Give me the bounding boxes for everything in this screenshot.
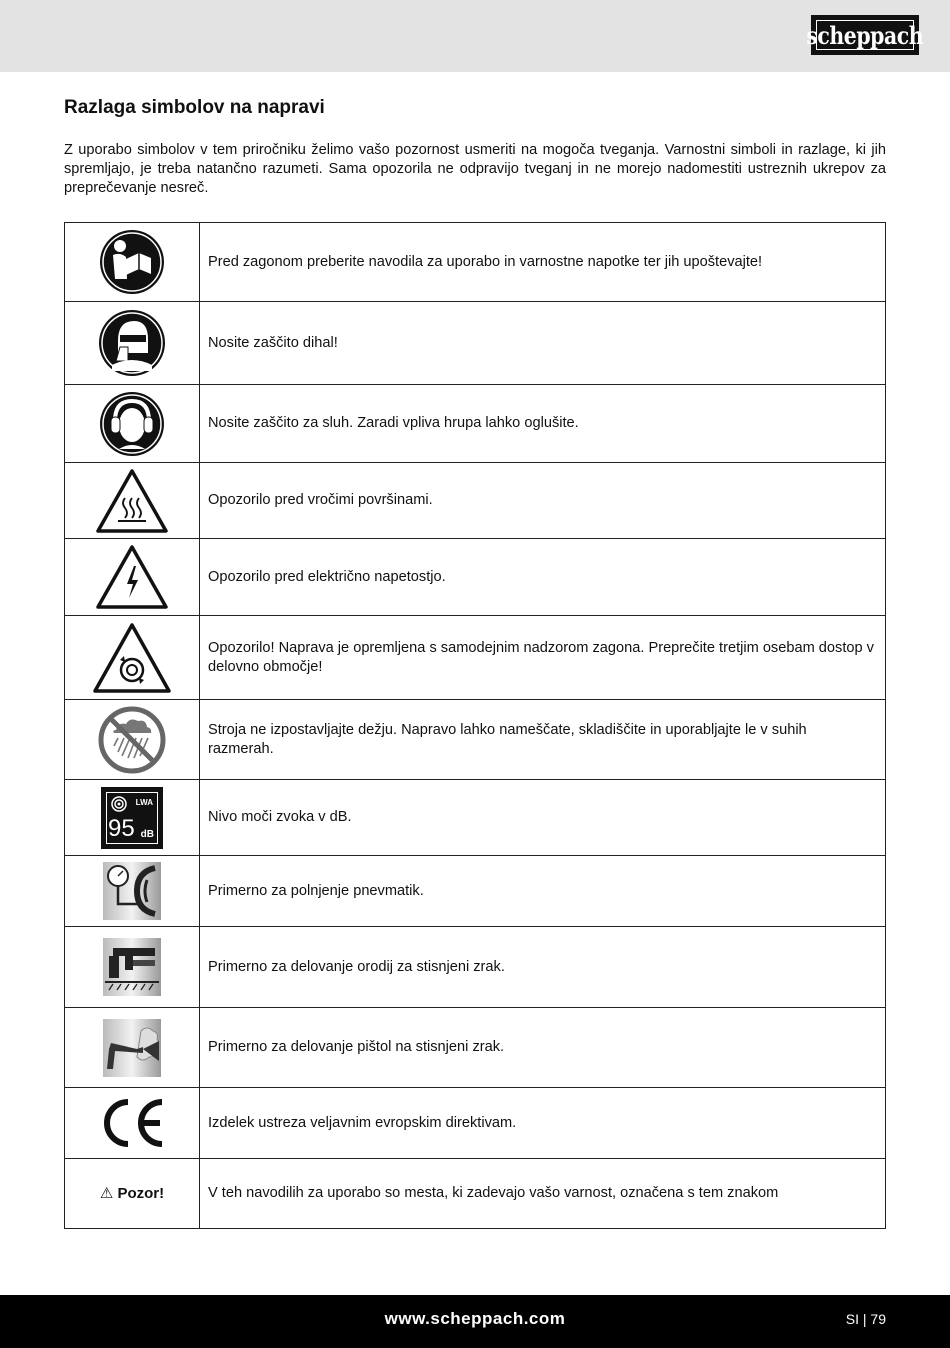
ce-mark-icon	[98, 1098, 166, 1148]
page-title: Razlaga simbolov na napravi	[64, 97, 325, 118]
table-row	[65, 385, 886, 463]
table-row	[65, 223, 886, 302]
spray-gun-icon	[103, 1019, 161, 1077]
speaker-icon	[110, 795, 130, 813]
footer-url: www.scheppach.com	[384, 1309, 566, 1328]
icon-cell	[65, 1159, 200, 1229]
respirator-icon	[98, 309, 166, 377]
icon-cell	[65, 856, 200, 927]
air-nailer-icon	[103, 938, 161, 996]
symbol-description: Opozorilo! Naprava je opremljena s samodejnim nadzorom zagona. Preprečite tretjim osebam dostop v delovno območje!	[200, 616, 886, 700]
page-number: SI | 79	[845, 1311, 886, 1327]
icon-cell	[65, 616, 200, 700]
icon-cell	[65, 302, 200, 385]
symbol-description: Primerno za polnjenje pnevmatik.	[200, 856, 886, 927]
electric-voltage-warning-icon	[96, 544, 168, 610]
footer-bar	[0, 1295, 950, 1348]
hot-surface-warning-icon	[96, 468, 168, 534]
icon-cell	[65, 223, 200, 302]
read-manual-icon	[99, 229, 165, 295]
icon-cell	[65, 1008, 200, 1088]
symbol-description: Izdelek ustreza veljavnim evropskim direktivam.	[200, 1088, 886, 1159]
table-row	[65, 780, 886, 856]
no-rain-icon	[98, 706, 166, 774]
symbol-description: Nivo moči zvoka v dB.	[200, 780, 886, 856]
logo-text: scheppach	[806, 20, 924, 50]
header-bar	[0, 0, 950, 72]
warning-triangle-icon: ⚠ Pozor!	[99, 1185, 165, 1202]
table-row	[65, 927, 886, 1008]
tyre-inflation-icon	[103, 862, 161, 920]
symbol-description: V teh navodilih za uporabo so mesta, ki zadevajo vašo varnost, označena s tem znakom	[200, 1159, 886, 1229]
scheppach-logo	[806, 15, 924, 55]
sound-level-unit: dB	[140, 828, 154, 840]
table-row	[65, 616, 886, 700]
table-row	[65, 1088, 886, 1159]
symbol-description: Nosite zaščito za sluh. Zaradi vpliva hrupa lahko oglušite.	[200, 385, 886, 463]
icon-cell	[65, 385, 200, 463]
ear-protection-icon	[99, 391, 165, 457]
symbol-description: Primerno za delovanje pištol na stisnjeni zrak.	[200, 1008, 886, 1088]
icon-cell	[65, 700, 200, 780]
icon-cell	[65, 539, 200, 616]
symbol-description: Primerno za delovanje orodij za stisnjeni zrak.	[200, 927, 886, 1008]
symbol-description: Nosite zaščito dihal!	[200, 302, 886, 385]
symbol-description: Stroja ne izpostavljajte dežju. Napravo lahko nameščate, skladiščite in uporabljajte le v suhih razmerah.	[200, 700, 886, 780]
intro-paragraph: Z uporabo simbolov v tem priročniku želimo vašo pozornost usmeriti na mogoča tveganja. Varnostni simboli in razlage, ki jih spremljajo, je treba natančno razumeti. Sama opozorila ne odpravijo tveganj in ne morejo nadomestiti ustreznih ukrepov za preprečevanje nesreč.	[64, 142, 886, 196]
symbol-description: Opozorilo pred vročimi površinami.	[200, 463, 886, 539]
icon-cell	[65, 463, 200, 539]
table-row	[65, 1008, 886, 1088]
sound-power-level-icon	[101, 787, 163, 849]
lwa-label: LWA	[135, 797, 153, 807]
table-row	[65, 539, 886, 616]
table-row	[65, 856, 886, 927]
icon-cell	[65, 927, 200, 1008]
symbol-description: Opozorilo pred električno napetostjo.	[200, 539, 886, 616]
automatic-start-warning-icon	[93, 622, 171, 694]
icon-cell	[65, 780, 200, 856]
icon-cell	[65, 1088, 200, 1159]
table-row	[65, 302, 886, 385]
table-row	[65, 463, 886, 539]
symbol-description: Pred zagonom preberite navodila za uporabo in varnostne napotke ter jih upoštevajte!	[200, 223, 886, 302]
symbols-table	[64, 222, 886, 1229]
table-row	[65, 700, 886, 780]
sound-level-value: 95	[108, 814, 135, 842]
table-row	[65, 1159, 886, 1229]
